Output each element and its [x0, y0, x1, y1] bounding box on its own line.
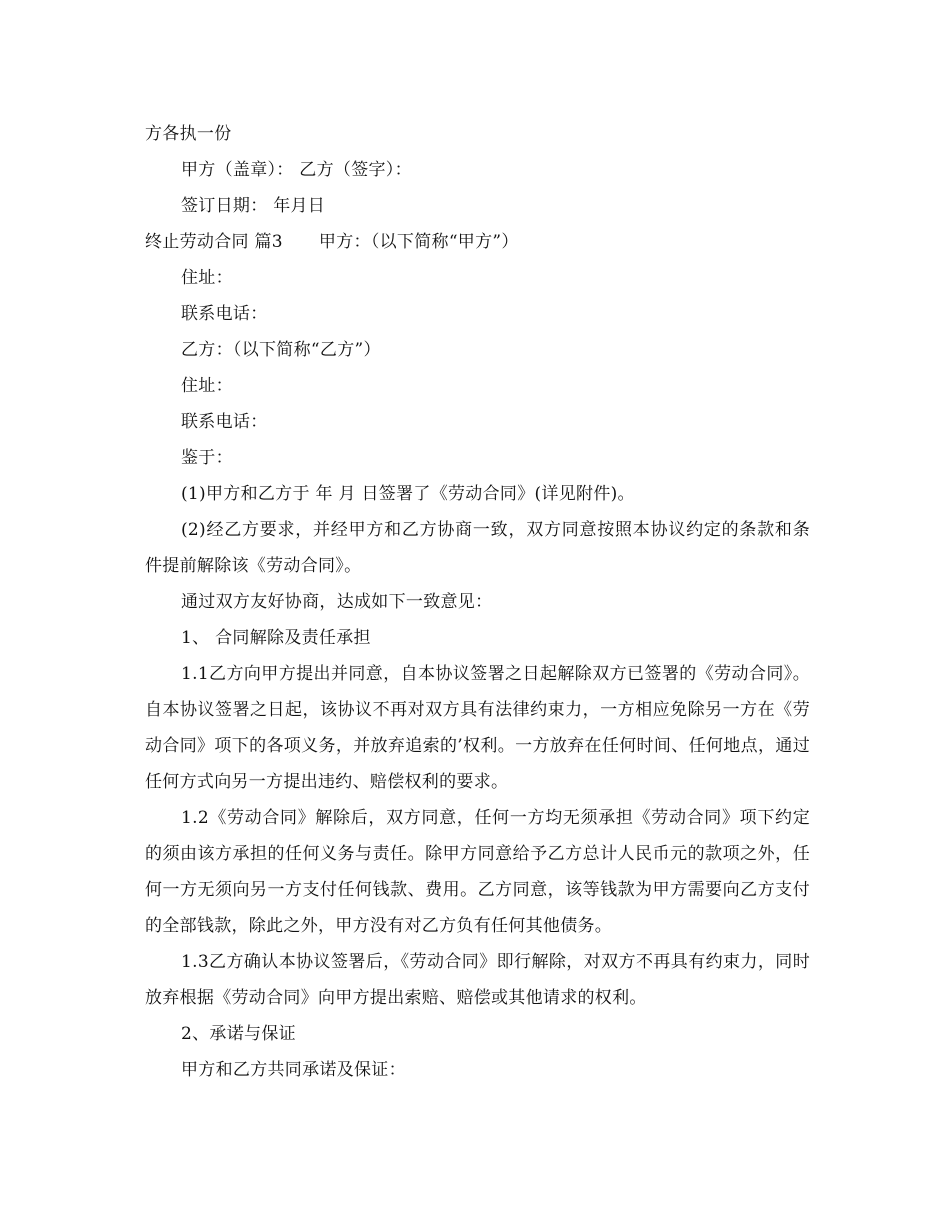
field-party-b: 乙方：（以下简称“乙方”） — [181, 340, 381, 360]
recital-2: (2)经乙方要求，并经甲方和乙方协商一致，双方同意按照本协议约定的条款和条件提前解除该《劳动合同》。 — [145, 520, 810, 576]
section-heading — [145, 224, 810, 260]
field-address-a: 住址： — [181, 268, 233, 288]
text-line: 方各执一份 — [145, 124, 232, 144]
section-2-intro: 甲方和乙方共同承诺及保证： — [181, 1060, 406, 1080]
date-line: 签订日期： 年月日 — [181, 196, 326, 216]
section-1-title: 1、 合同解除及责任承担 — [181, 628, 371, 648]
clause-1-2: 1.2《劳动合同》解除后，双方同意，任何一方均无须承担《劳动合同》项下约定的须由该方承担的任何义务与责任。除甲方同意给予乙方总计人民币元的款项之外，任何一方无须向另一方支付任何钱款、费用。乙方同意，该等钱款为甲方需要向乙方支付的全部钱款，除此之外，甲方没有对乙方负有任何其他债务。 — [145, 808, 810, 936]
clause-1-3: 1.3乙方确认本协议签署后，《劳动合同》即行解除，对双方不再具有约束力，同时放弃根据《劳动合同》向甲方提出索赔、赔偿或其他请求的权利。 — [145, 952, 810, 1008]
clause-1-1: 1.1乙方向甲方提出并同意，自本协议签署之日起解除双方已签署的《劳动合同》。自本协议签署之日起，该协议不再对双方具有法律约束力，一方相应免除另一方在《劳动合同》项下的各项义务，并放弃追索的’权利。一方放弃在任何时间、任何地点，通过任何方式向另一方提出违约、赔偿权利的要求。 — [145, 664, 810, 792]
field-whereas: 鉴于： — [181, 448, 233, 468]
heading-title: 终止劳动合同 篇3 — [145, 232, 283, 252]
field-address-b: 住址： — [181, 376, 233, 396]
heading-party-a: 甲方：（以下简称“甲方”） — [318, 232, 519, 252]
field-phone-b: 联系电话： — [181, 412, 268, 432]
agreement-intro: 通过双方友好协商，达成如下一致意见： — [181, 592, 493, 612]
field-phone-a: 联系电话： — [181, 304, 268, 324]
recital-1: (1)甲方和乙方于 年 月 日签署了《劳动合同》(详见附件)。 — [181, 484, 635, 504]
signature-line: 甲方（盖章）： 乙方（签字）： — [181, 160, 412, 180]
section-2-title: 2、承诺与保证 — [181, 1024, 296, 1044]
document-page — [145, 116, 810, 1088]
